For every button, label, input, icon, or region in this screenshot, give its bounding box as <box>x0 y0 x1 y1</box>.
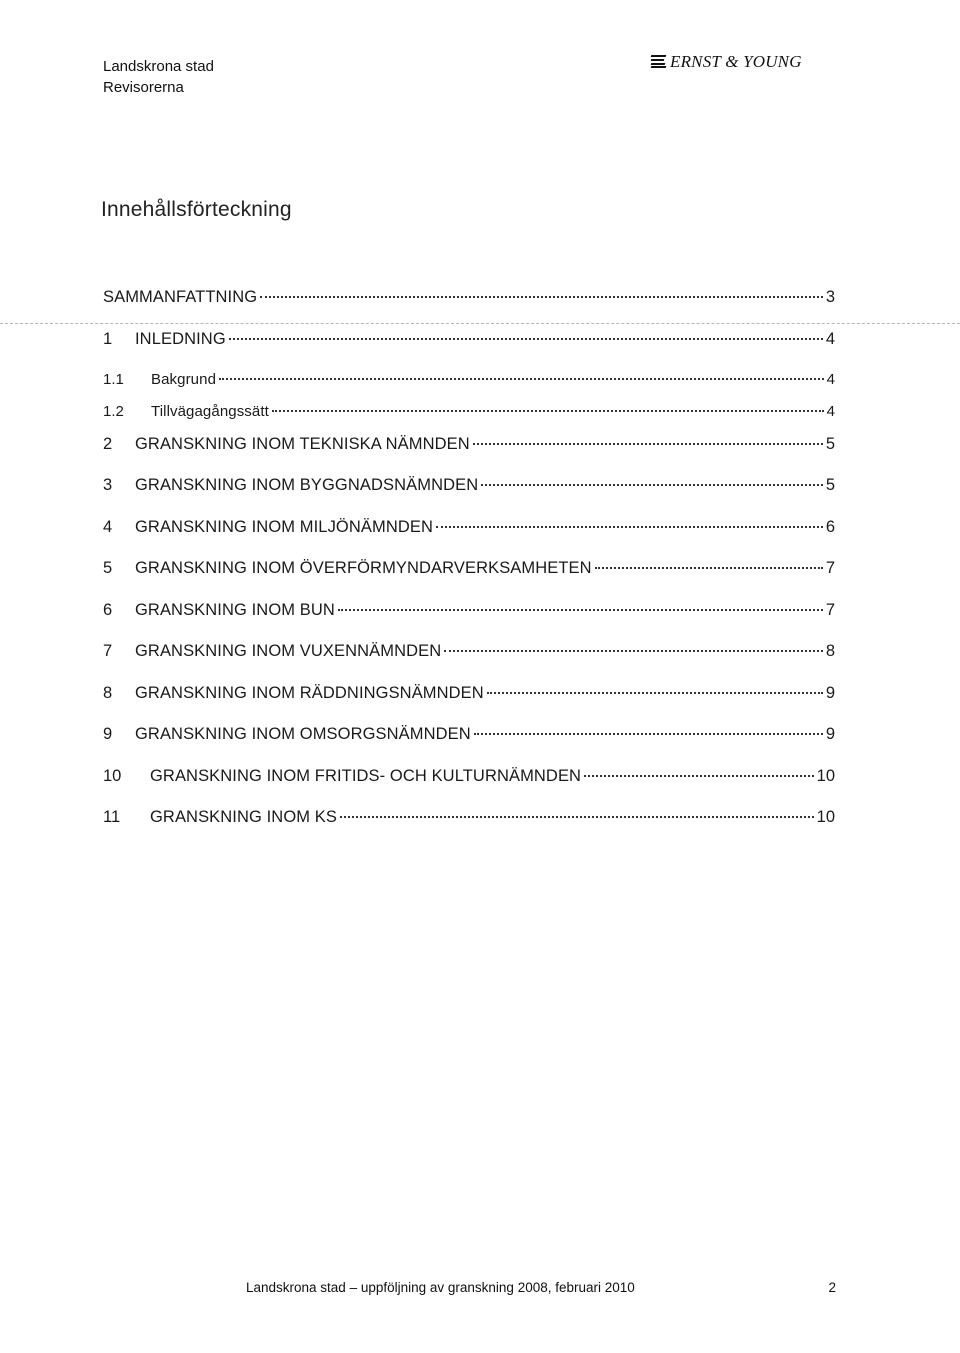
ey-logo-icon <box>651 55 666 68</box>
dot-leader <box>338 609 823 611</box>
toc-entry-number: 1 <box>103 329 113 348</box>
toc-entry-label: Tillvägagångssätt <box>151 402 269 420</box>
toc-entry-number: 8 <box>103 683 113 702</box>
toc-entry-page: 5 <box>825 434 835 453</box>
dot-leader <box>229 338 823 340</box>
toc-entry-number: 1.2 <box>103 402 124 420</box>
toc-entry-label: Bakgrund <box>151 371 217 388</box>
toc-entry-number: 6 <box>103 600 113 619</box>
toc-entry-label: GRANSKNING INOM FRITIDS- OCH KULTURNÄMNDEN <box>150 766 582 785</box>
footer-text: Landskrona stad – uppföljning av granskning 2008, februari 2010 <box>246 1280 635 1295</box>
toc-entry-number: 7 <box>103 642 113 660</box>
header-organization <box>103 56 214 98</box>
dot-leader <box>481 484 823 486</box>
dot-leader <box>473 443 823 445</box>
toc-entry-number: 4 <box>103 517 113 536</box>
toc-entry-label: GRANSKNING INOM ÖVERFÖRMYNDARVERKSAMHETEN <box>135 559 592 577</box>
toc-entry[interactable] <box>103 288 835 309</box>
page-footer <box>246 1280 836 1295</box>
toc-title: Innehållsförteckning <box>101 198 292 221</box>
dot-leader <box>595 567 823 569</box>
table-of-contents <box>103 288 835 850</box>
toc-entry[interactable] <box>103 476 835 497</box>
toc-entry[interactable] <box>103 808 835 829</box>
toc-entry-page: 6 <box>825 517 835 536</box>
toc-entry-page: 8 <box>825 642 835 660</box>
toc-entry[interactable] <box>103 435 835 456</box>
toc-entry-page: 10 <box>816 808 835 826</box>
logo-text: ERNST & YOUNG <box>670 52 802 71</box>
toc-entry-number: 1.1 <box>103 371 124 388</box>
toc-entry-page: 10 <box>816 766 835 785</box>
toc-entry-page: 5 <box>825 476 835 494</box>
dot-leader <box>474 733 823 735</box>
toc-subentry[interactable] <box>103 371 835 392</box>
dot-leader <box>436 526 823 528</box>
toc-entry-label: GRANSKNING INOM MILJÖNÄMNDEN <box>135 517 433 536</box>
toc-entry-label: GRANSKNING INOM BUN <box>135 600 335 619</box>
toc-entry[interactable] <box>103 518 835 539</box>
dot-leader <box>340 816 814 818</box>
toc-entry[interactable] <box>103 601 835 622</box>
dot-leader <box>260 296 823 298</box>
toc-entry-page: 4 <box>826 402 835 420</box>
dot-leader <box>272 410 824 412</box>
toc-entry[interactable] <box>103 559 835 580</box>
org-department: Revisorerna <box>103 79 184 96</box>
toc-entry-number: 2 <box>103 434 113 453</box>
toc-entry[interactable] <box>103 725 835 746</box>
toc-entry-label: GRANSKNING INOM VUXENNÄMNDEN <box>135 642 442 660</box>
toc-entry-label: INLEDNING <box>135 329 226 348</box>
toc-entry[interactable] <box>103 330 835 351</box>
dot-leader <box>487 692 823 694</box>
toc-entry-label: SAMMANFATTNING <box>103 288 258 306</box>
toc-entry-label: GRANSKNING INOM RÄDDNINGSNÄMNDEN <box>135 683 484 702</box>
toc-entry-page: 4 <box>826 371 835 388</box>
toc-entry-number: 11 <box>103 808 121 826</box>
toc-entry-page: 7 <box>825 559 835 577</box>
toc-entry-label: GRANSKNING INOM OMSORGSNÄMNDEN <box>135 725 471 743</box>
toc-entry-page: 7 <box>825 600 835 619</box>
org-name: Landskrona stad <box>103 58 214 75</box>
toc-entry[interactable] <box>103 642 835 663</box>
dot-leader <box>219 378 824 380</box>
toc-entry-label: GRANSKNING INOM TEKNISKA NÄMNDEN <box>135 434 470 453</box>
toc-entry-number: 9 <box>103 725 113 743</box>
toc-entry-page: 9 <box>825 725 835 743</box>
toc-entry[interactable] <box>103 684 835 705</box>
toc-entry-page: 3 <box>825 288 835 306</box>
ernst-young-logo <box>651 52 802 72</box>
toc-entry-number: 10 <box>103 766 122 785</box>
toc-entry-page: 9 <box>825 683 835 702</box>
toc-entry-page: 4 <box>825 329 835 348</box>
toc-entry-label: GRANSKNING INOM BYGGNADSNÄMNDEN <box>135 476 479 494</box>
dot-leader <box>444 650 823 652</box>
toc-entry[interactable] <box>103 767 835 788</box>
page-number: 2 <box>828 1280 836 1295</box>
toc-subentry[interactable] <box>103 403 835 424</box>
dot-leader <box>584 775 814 777</box>
toc-entry-label: GRANSKNING INOM KS <box>150 808 337 826</box>
toc-entry-number: 5 <box>103 559 113 577</box>
toc-entry-number: 3 <box>103 476 113 494</box>
